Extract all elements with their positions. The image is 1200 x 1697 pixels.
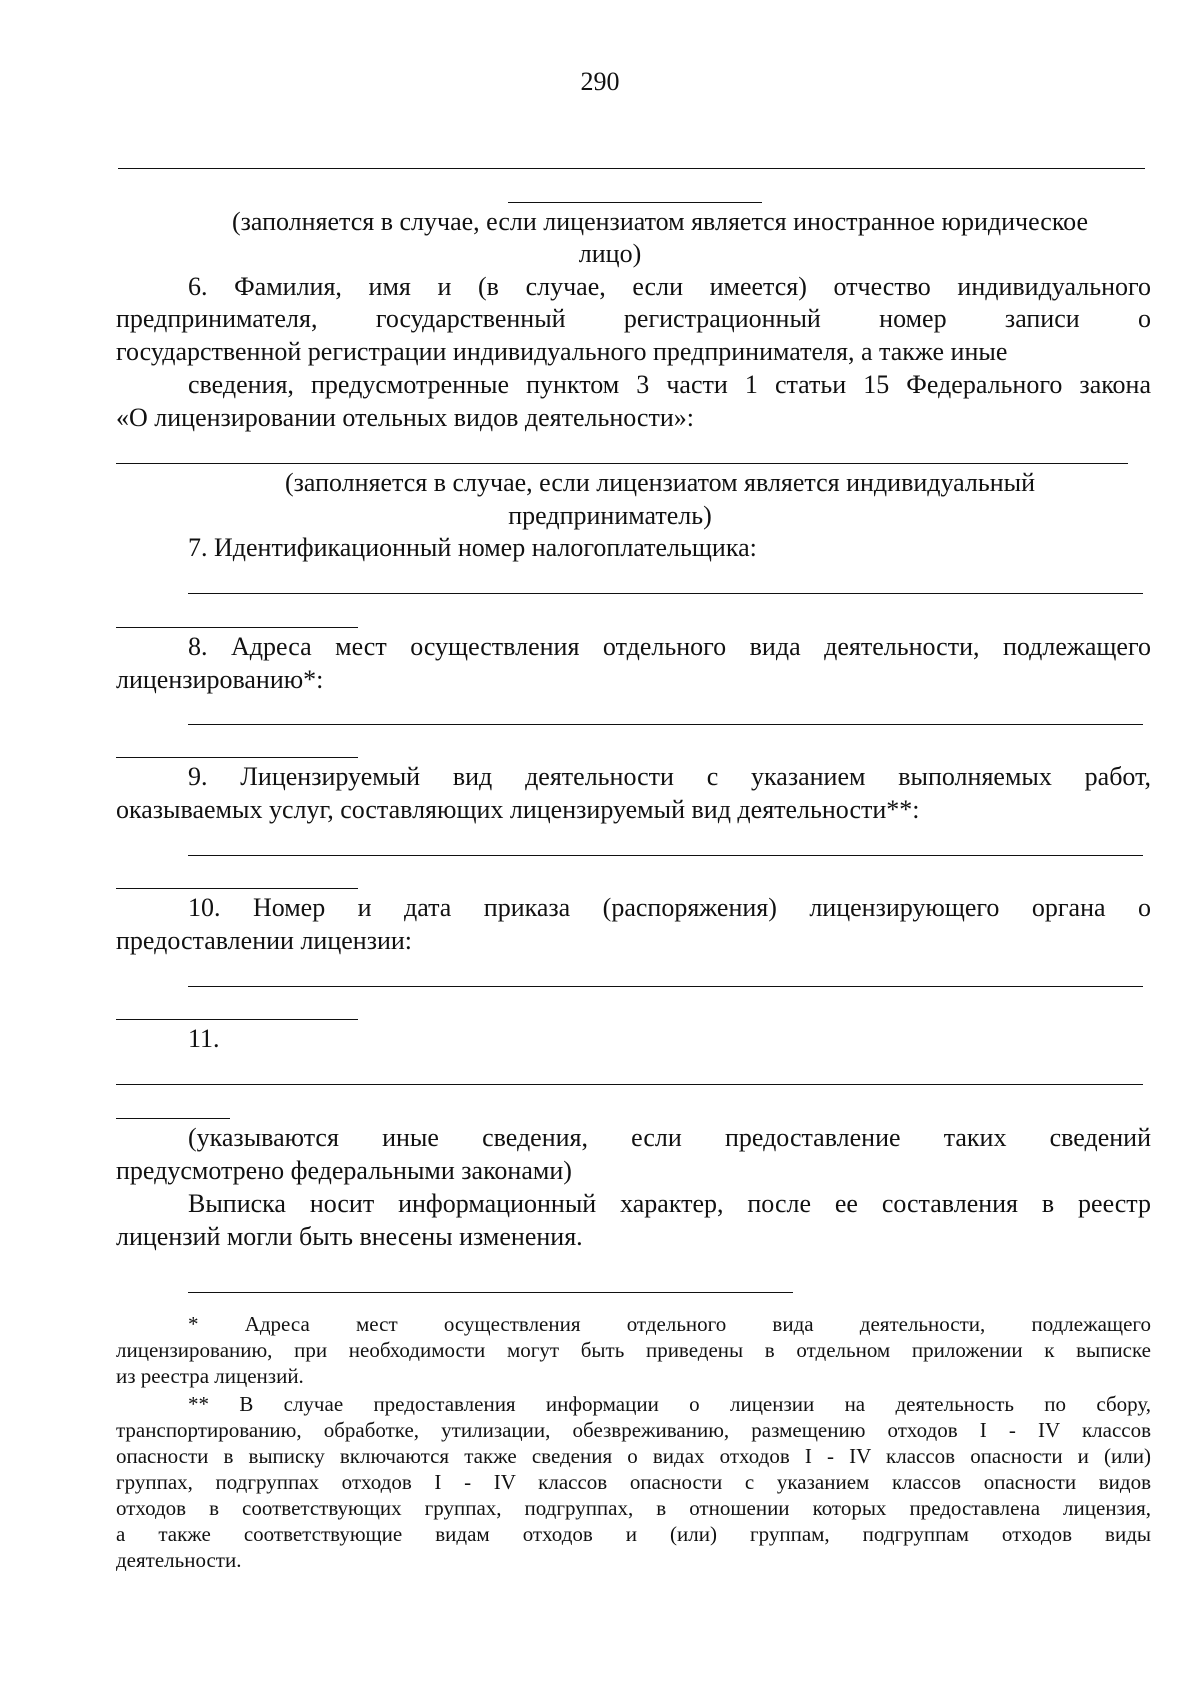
- page-number: 290: [580, 67, 620, 96]
- note-individual-entrepreneur: (заполняется в случае, если лицензиатом является индивидуальный: [284, 468, 1036, 497]
- note-other-info-line-1: (указываются иные сведения, если предоставление таких сведений: [188, 1123, 1151, 1152]
- item-6-word: о: [1138, 304, 1151, 333]
- item-10-line-2: предоставлении лицензии:: [116, 926, 413, 955]
- footnote-1-line-2: лицензированию, при необходимости могут быть приведены в отдельном приложении к выписке: [116, 1338, 1151, 1362]
- fill-line: [188, 593, 1143, 594]
- item-6-line-2: [116, 303, 1151, 335]
- note-foreign-entity-end: лицо): [578, 239, 642, 268]
- footnote-2-line-2: транспортированию, обработке, утилизации, обезвреживанию, размещению отходов I - IV классов: [116, 1418, 1151, 1442]
- item-6-line-5: «О лицензировании отельных видов деятельности»:: [116, 403, 694, 432]
- footnote-2-line-4: группах, подгруппах отходов I - IV классов опасности с указанием классов опасности видов: [116, 1470, 1151, 1494]
- fill-line: [508, 202, 762, 203]
- note-individual-entrepreneur-end: предприниматель): [508, 501, 712, 530]
- disclaimer-line-1: Выписка носит информационный характер, после ее составления в реестр: [188, 1189, 1151, 1218]
- item-6-line-3: государственной регистрации индивидуального предпринимателя, а также иные: [116, 337, 1008, 366]
- item-6-word: записи: [1004, 304, 1080, 333]
- fill-line: [188, 855, 1143, 856]
- fill-line: [116, 627, 358, 628]
- item-8-line-1: 8. Адреса мест осуществления отдельного вида деятельности, подлежащего: [188, 632, 1151, 661]
- item-7: 7. Идентификационный номер налогоплательщика:: [188, 533, 757, 562]
- footnote-2-line-7: деятельности.: [116, 1548, 242, 1572]
- item-10-line-1: 10. Номер и дата приказа (распоряжения) лицензирующего органа о: [188, 893, 1151, 922]
- fill-line: [116, 463, 1128, 464]
- footnote-2-line-5: отходов в соответствующих группах, подгруппах, в отношении которых предоставлена лицензия,: [116, 1496, 1151, 1520]
- item-6-line-1: 6. Фамилия, имя и (в случае, если имеется) отчество индивидуального: [188, 272, 1151, 301]
- item-6-word: номер: [879, 304, 947, 333]
- item-9-line-1: 9. Лицензируемый вид деятельности с указанием выполняемых работ,: [188, 762, 1151, 791]
- footnote-2-line-3: опасности в выписку включаются также сведения о видах отходов I - IV классов опасности и (или): [116, 1444, 1151, 1468]
- item-6-word: государственный: [375, 304, 566, 333]
- item-6-word: предпринимателя,: [116, 304, 318, 333]
- fill-line: [116, 757, 358, 758]
- note-other-info-line-2: предусмотрено федеральными законами): [116, 1156, 572, 1185]
- item-6-line-4: сведения, предусмотренные пунктом 3 части 1 статьи 15 Федерального закона: [188, 370, 1151, 399]
- item-8-line-2: лицензированию*:: [116, 665, 324, 694]
- item-9-line-2: оказываемых услуг, составляющих лицензируемый вид деятельности**:: [116, 795, 920, 824]
- footnote-2-line-6: а также соответствующие видам отходов и (или) группам, подгруппам отходов виды: [116, 1522, 1151, 1546]
- disclaimer-line-2: лицензий могли быть внесены изменения.: [116, 1222, 583, 1251]
- item-6-word: регистрационный: [623, 304, 821, 333]
- fill-line: [116, 1118, 230, 1119]
- fill-line: [116, 1084, 1143, 1085]
- note-foreign-entity: (заполняется в случае, если лицензиатом является иностранное юридическое: [231, 207, 1089, 236]
- fill-line: [116, 888, 358, 889]
- fill-line: [116, 1019, 358, 1020]
- footnote-1-line-3: из реестра лицензий.: [116, 1364, 304, 1388]
- fill-line: [118, 168, 1145, 169]
- footnote-separator: [188, 1292, 793, 1293]
- item-11: 11.: [188, 1024, 220, 1053]
- footnote-1-line-1: * Адреса мест осуществления отдельного вида деятельности, подлежащего: [188, 1312, 1151, 1336]
- footnote-2-line-1: ** В случае предоставления информации о лицензии на деятельность по сбору,: [188, 1392, 1151, 1416]
- fill-line: [188, 724, 1143, 725]
- fill-line: [188, 986, 1143, 987]
